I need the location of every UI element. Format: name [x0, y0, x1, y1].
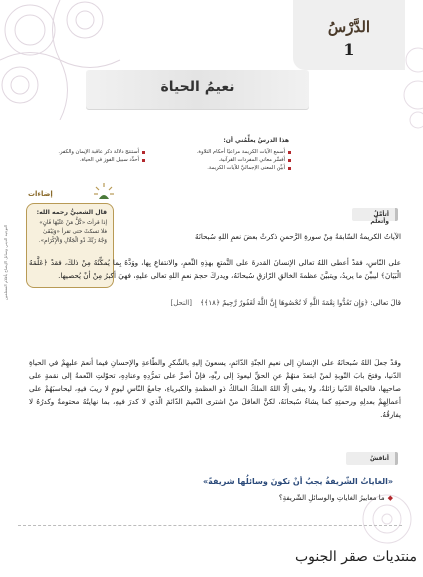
- objectives-heading: هذا الدرسُ يعلِّمُني أن:: [223, 137, 289, 144]
- section-tab-discuss: أناقشُ: [346, 452, 398, 465]
- verse-line: [29, 298, 401, 309]
- paragraph-body: على النّاسِ، فقدْ أعطى اللهُ تعالى الإنسانَ القدرةَ على التَّمتعِ بهذِهِ النِّعمِ، والانتفاعِ بِها، ووَدَّهُ بِما يُمكِّنُهُ مِنْ ذلكَ، فقدْ ﴿عَلَّمَهُ الْبَيَانَ﴾ ليبيِّنَ ما يريدُ، ويتبيَّنَ عظمةَ الخالقِ الرّازقِ سُبحانَهُ، ويدركَ حجمَ نعمِ اللهِ تعالى عليهِ، فهيَ أكبرُ مِنْ أنْ يُحصيها.: [29, 258, 401, 280]
- objective-item: أحدِّد سبيل الفوز في الحياة.: [25, 156, 145, 164]
- points-body: إذا قرأتَ «كُلُّ مَنْ عَلَيْهَا فَانٍ» فلا تسكتْ حتى تقرأ «وَيَبْقَىٰ وَجْهُ رَبِّكَ ذُو الْجَلَالِ وَالْإِكْرَامِ».: [38, 220, 107, 244]
- discuss-sub-text: ما معاييرُ الغاياتِ والوسائلِ الشّريفةِ؟: [278, 494, 385, 502]
- paragraph-intro: الآياتُ الكريمةُ السّابقةُ مِنْ سورةِ الرَّحمنِ ذكرتْ بعضَ نعمِ اللهِ سُبحانَهُ: [195, 232, 401, 241]
- discuss-question: «الغاياتُ الشّريفةُ يجبُ أنْ تكونَ وسائلُها شريفةً»: [203, 477, 393, 486]
- verse-prefix: قالَ تعالى:: [370, 299, 401, 307]
- points-title: إضاءات: [28, 190, 53, 198]
- bullet-icon: ◆: [387, 494, 393, 502]
- points-label: قال الشعبيُّ رحمه الله:: [36, 209, 107, 216]
- watermark: منتديات صقر الجنوب: [294, 549, 417, 565]
- discuss-subquestion: [279, 494, 393, 502]
- paragraph-second: وقدْ جعلَ اللهُ سُبحانَهُ على الإنسانِ إلى نعيمِ الجنّةِ الدّائمِ، يسعونَ إليهِ بالشّكرِ والطّاعةِ والإحسانِ فيما أنعمَ عليهِمْ في الحياةِ الدّنيا، وفتحَ بابَ التّوبةِ لمنْ ابتعدَ منهُمْ عنِ الحقِّ ليعودَ إلى ربِّهِ، فإنْ أصرَّ على تمرُّدِهِ وعنادِهِ، تحوّلتِ النّعمةُ إلى نقمةٍ على صاحبِها، فالحياةُ الدّنيا زائلةٌ، ولا يبقى إلّا اللهُ الملكُ المالكُ ذو العظمةِ والكبرياءِ، جامعُ النّاسِ ليومٍ لا ريبَ فيهِ، ليحاسبَهُمْ على أعمالِهِمْ بعدلِهِ ورحمتِهِ كما يشاءُ سُبحانَهُ، لكنَّ العاقلَ منْ اشترى النّعيمَ الدّائمَ الّذي لا كدرَ فيهِ، بما نهايتُهُ محتومةٌ وكدرُهُ لا يفارقُهُ.: [29, 358, 401, 419]
- lesson-number: 1: [343, 40, 355, 59]
- objective-item: أبيِّن المعنى الإجماليَّ للآيات الكريمة.: [131, 164, 291, 172]
- divider: [18, 525, 402, 526]
- section-tab-learn: أتأمَّلُ وأتعلَّم: [352, 208, 398, 221]
- lesson-badge: [293, 0, 405, 70]
- lamp-icon: [93, 182, 115, 204]
- objective-item: أستنتج دلالة ذكر عاقبة الإيمان والكفر.: [25, 148, 145, 156]
- objective-item: أفسِّر معاني المفردات القرآنية.: [131, 156, 291, 164]
- side-note: التوجيه الديني وسائل الإيضاح بأقلام المتعلمين: [3, 224, 8, 300]
- ornament-bottom-icon: [347, 479, 417, 549]
- objective-item: أسمع الآيات الكريمة مراعيًا أحكام التلاوة.: [131, 148, 291, 156]
- lesson-label: الدَّرْسُ: [327, 18, 371, 36]
- verse-reference: [النحل]: [170, 299, 192, 307]
- verse-text: ﴿وَإِن تَعُدُّوا نِعْمَةَ اللَّهِ لَا تُحْصُوهَا إِنَّ اللَّهَ لَغَفُورٌ رَّحِيمٌ ﴿١٨﴾﴾: [200, 299, 369, 307]
- objectives-list-left: [25, 148, 145, 164]
- page-title: نعيمُ الحياة: [160, 79, 235, 95]
- objectives-list-right: [131, 148, 291, 172]
- header-bar: [86, 70, 309, 110]
